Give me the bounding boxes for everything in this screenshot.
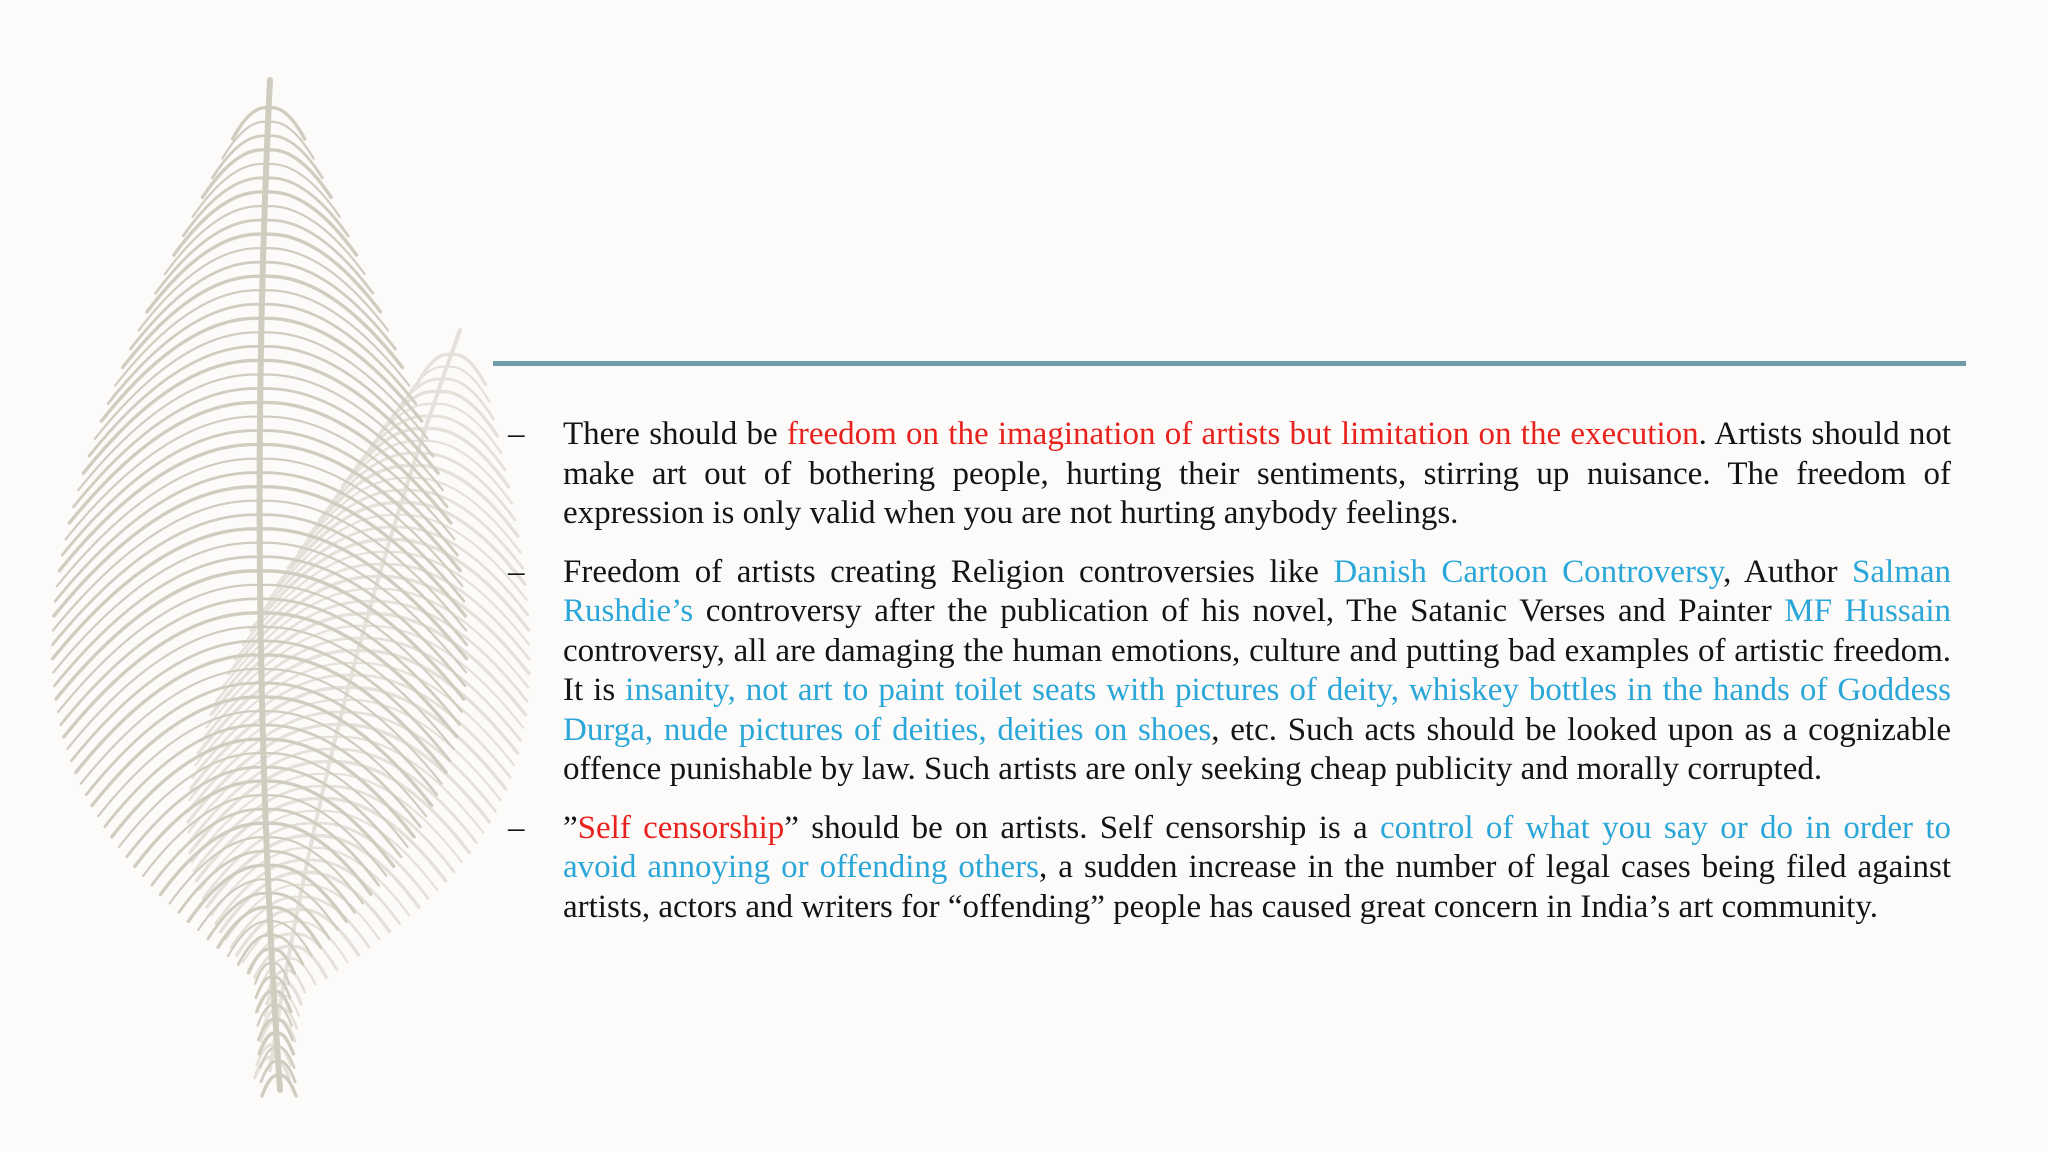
highlight-blue: MF Hussain — [1784, 593, 1952, 629]
highlight-red: freedom on the imagination of artists but limitation on the execution — [786, 416, 1699, 452]
feather-barb — [233, 108, 269, 139]
bullet-text: There should be — [563, 416, 787, 452]
title-divider — [493, 361, 1966, 366]
highlight-blue: control of what you say or do in order to avoid annoying or offending others — [563, 809, 1951, 885]
feather-barb — [269, 108, 305, 139]
bullet-dash: – — [508, 809, 525, 846]
bullet-text: . Artists should not make art out of bothering people, hurting their sentiments, stirring up nuisance. The freedom of expression is only valid when you are not hurting anybody feelings. — [563, 416, 1951, 531]
bullet-text: ” — [563, 809, 578, 846]
feather-barb — [447, 367, 490, 402]
bullet-religion-controversies — [503, 553, 1951, 790]
bullet-text: , etc. Such acts should be looked upon as a cognizable offence punishable by law. Such artists are only seeking cheap publicity and morally corrupted. — [563, 711, 1951, 787]
bullet-text: , Author — [1723, 553, 1853, 590]
bullet-dash: – — [508, 416, 525, 452]
bullet-self-censorship — [503, 809, 1951, 928]
feather-barb — [268, 122, 314, 159]
bullet-list — [503, 415, 1951, 946]
bullet-text: controversy after the publication of his novel, The Satanic Verses and Painter — [693, 593, 1785, 629]
bullet-text: Freedom of artists creating Religion controversies like — [563, 553, 1334, 590]
bullet-text: controversy, all are damaging the human emotions, culture and putting bad examples of artistic freedom. It is — [563, 632, 1951, 708]
highlight-red: Self censorship — [577, 809, 785, 846]
highlight-blue: Danish Cartoon Controversy — [1333, 553, 1724, 590]
bullet-freedom-imagination — [503, 415, 1951, 534]
bullet-dash: – — [508, 553, 525, 590]
highlight-blue: insanity, not art to paint toilet seats with pictures of deity, whiskey bottles in the hands of Goddess Durga, nude pictures of deities, deities on shoes — [563, 672, 1952, 748]
bullet-text: ” should be on artists. Self censorship is a — [784, 809, 1381, 846]
bullet-text: , a sudden increase in the number of legal cases being filed against artists, actors and writers for “offending” people has caused great concern in India’s art community. — [563, 849, 1951, 925]
highlight-blue: Salman Rushdie’s — [563, 553, 1952, 629]
